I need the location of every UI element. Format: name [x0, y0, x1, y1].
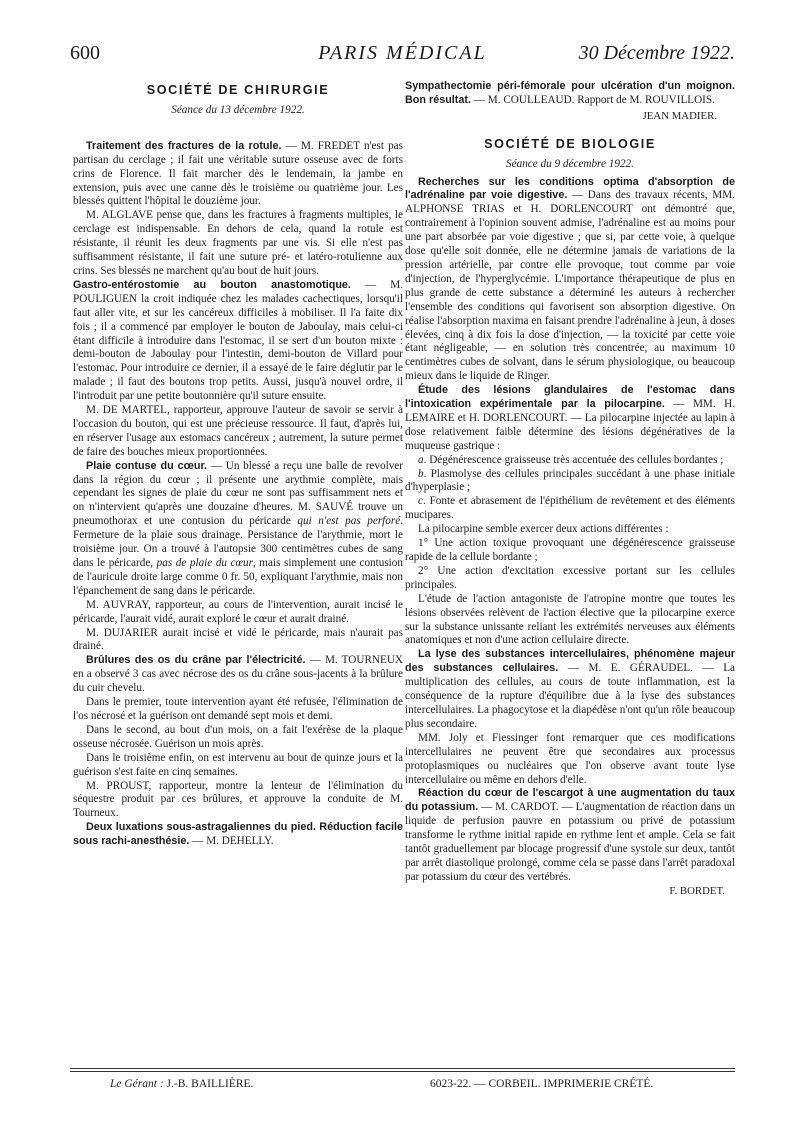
- list-text: . Plasmolyse des cellules principales succédant à une phase initiale d'hyperplasie ;: [405, 467, 735, 494]
- article-text: — Un blessé a reçu une balle de revolver dans la région du cœur ; il présente une arythmie complète, mais cependant les signes de plaie du cœur ne sont pas suffisamment nets et on n'intervient qu'après une douzaine d'heures. M. SAUVÉ trouve un pneumothorax et une contusion du péricarde: [73, 459, 403, 528]
- article-paragraph: M. PROUST, rapporteur, montre la lenteur de l'élimination du séquestre produit par ces brûlures, et approuve la conduite de M. Tourneux.: [73, 779, 403, 820]
- article-text: — M. POULIGUEN la croit indiquée chez les malades cachectiques, lorsqu'il faut aller vite, et sur les cancéreux difficiles à mobiliser. Il l'a faite dix fois ; il a commencé par employer le bouton de Jaboulay, mais celui-ci étant difficile à introduire dans l'estomac, il se sert d'un bouton mixte : demi-bouton de Jaboulay pour l'intestin, demi-bouton de Villard pour l'estomac. Pour introduire ce dernier, il a essayé de le faire déglutir par le malade ; il faut des boutons trop petits. Aussi, jusqu'à nouvel ordre, il l'introduit par une petite boutonnière qu'il suture ensuite.: [73, 278, 403, 403]
- session-date: Séance du 13 décembre 1922.: [171, 103, 305, 116]
- article-paragraph: [73, 140, 403, 210]
- article-text: — M. E. GÉRAUDEL. — La multiplication des cellules, au cours de toute inflammation, est la conséquence de la rupture d'équilibre due à la lyse des substances intercellulaires. La phagocytose et la diapédèse n'ont qu'un rôle beaucoup plus secondaire.: [405, 662, 735, 730]
- list-marker: c: [418, 495, 423, 508]
- article-paragraph: [405, 648, 735, 731]
- article-text: — M. DEHELLY.: [189, 835, 274, 848]
- page-header: [70, 42, 735, 68]
- article-title: Plaie contuse du cœur.: [86, 459, 208, 472]
- article-paragraph: [73, 654, 403, 696]
- article-paragraph: [73, 821, 403, 849]
- article-paragraph: MM. Joly et Fiessinger font remarquer que ces modifications intercellulaires ne peuvent être que secondaires aux processus protoplasmiques ou nucléaires que l'on observe avant toute lyse intercellulaire ou même en dehors d'elle.: [405, 731, 735, 786]
- article-paragraph: M. DE MARTEL, rapporteur, approuve l'auteur de savoir se servir à l'occasion du bouton, qui est une précieuse ressource. Il faut, d'après lui, en réserver l'usage aux estomacs cancéreux ; autrement, la suture permet de faire des bouches mieux proportionnées.: [73, 404, 403, 458]
- article-title: Traitement des fractures de la rotule.: [86, 139, 282, 152]
- society-heading-chirurgie: SOCIÉTÉ DE CHIRURGIE: [146, 83, 330, 97]
- article-paragraph: [405, 80, 735, 108]
- footer-rule: [70, 1068, 735, 1069]
- article-paragraph: [73, 279, 403, 404]
- article-text: — M. FREDET n'est pas partisan du cerclage ; il fait une véritable suture osseuse avec de forts crins de Florence. Il fait marcher dès le lendemain, la jambe en extension, puis avec une canne dès le troisième ou quatrième jour. Les blessés quittent l'hôpital le douzième jour.: [73, 139, 403, 208]
- article-text: — Dans des travaux récents, MM. ALPHONSE TRIAS et H. DORLENCOURT ont démontré que, contrairement à l'opinion souvent admise, l'adrénaline est au moins pour une part absorbée par voie digestive ; que si, par cette voie, à quelque dose qu'elle soit donnée, elle ne détermine jamais de variations de la pression artérielle, par contre elle provoque, tout comme par voie d'injection, de l'hyperglycémie. L'importance thérapeutique de plus en plus grande de cette substance a déterminé les auteurs à rechercher l'ensemble des conditions qui favorisent son absorption digestive. On réalise l'absorption maxima en faisant prendre l'adrénaline à jeun, à doses élevées, cinq à dix fois la dose d'injection, — la toxicité par cette voie étant négligeable, — en solution très concentrée, au maximum 10 centimètres cubes de solvant, dans le sérum physiologique, ou beaucoup mieux dans le liquide de Ringer.: [405, 189, 735, 383]
- article-paragraph: La pilocarpine semble exercer deux actions différentes :: [418, 523, 669, 536]
- article-title: Réaction du cœur de l'escargot à une augmentation du taux du potassium.: [405, 787, 735, 814]
- article-paragraph: 2° Une action d'excitation excessive portant sur les cellules principales.: [405, 564, 735, 591]
- article-paragraph: M. DUJARIER aurait incisé et vidé le péricarde, mais n'aurait pas drainé.: [73, 626, 403, 653]
- article-title: Recherches sur les conditions optima d'absorption de l'adrénaline par voie digestive.: [405, 175, 735, 202]
- article-paragraph: [405, 176, 735, 385]
- article-paragraph: Dans le premier, toute intervention ayant été refusée, l'élimination de l'os nécrosé et la guérison ont demandé sept mois et demi.: [73, 696, 403, 722]
- article-emphasis: pas de plaie du cœur: [156, 557, 253, 569]
- list-text: . Dégénérescence graisseuse très accentuée des cellules bordantes ;: [423, 453, 724, 466]
- gerant-name: J.-B. BAILLIÈRE.: [166, 1078, 254, 1090]
- article-title: Deux luxations sous-astragaliennes du pied. Réduction facile sous rachi-anesthésie.: [73, 821, 403, 848]
- article-paragraph: L'étude de l'action antagoniste de l'atropine montre que toutes les lésions observées relèvent de l'action élective que la pilocarpine exerce sur la substance unissante reliant les extrémités nerveuses aux éléments anatomiques et non d'une action cellulaire directe.: [405, 592, 735, 647]
- article-text: — MM. H. LEMAIRE et H. DORLENCOURT. — La pilocarpine injectée au lapin à dose relativement faible détermine des lésions dégénératives de la muqueuse gastrique :: [405, 398, 735, 452]
- article-title: Étude des lésions glandulaires de l'estomac dans l'intoxication expérimentale par la pilocarpine.: [405, 384, 735, 411]
- article-paragraph: M. ALGLAVE pense que, dans les fractures à fragments multiples, le cerclage est indispensable. En dehors de cela, quand la rotule est résistante, il réunit les deux fragments par une vis. Si elle n'est pas suffisamment résistante, il fait une suture pré- et latéro-rotulienne aux crins. Ses blessés ne marchent qu'au bout de huit jours.: [73, 209, 403, 277]
- journal-title: PARIS MÉDICAL: [318, 42, 487, 64]
- article-title: Sympathectomie péri-fémorale pour ulcération d'un moignon. Bon résultat.: [405, 80, 735, 106]
- list-item: [405, 495, 735, 523]
- article-text: — M. COULLEAUD. Rapport de M. ROUVILLOIS.: [471, 93, 715, 106]
- article-paragraph: M. AUVRAY, rapporteur, au cours de l'intervention, aurait incisé le péricarde, l'aurait vidé, aurait exploré le cœur et aurait drainé.: [73, 598, 403, 625]
- author-signature: JEAN MADIER.: [642, 109, 717, 122]
- left-column: [73, 80, 403, 849]
- footer-gerant: [110, 1078, 253, 1090]
- right-column: [405, 80, 735, 899]
- list-item: [405, 454, 735, 468]
- article-text: , mais simplement une contusion de l'auricule droite large comme 0 fr. 50, expliquant l'arythmie, mais non l'épanchement de sang dans le péricarde.: [73, 557, 403, 597]
- article-title: Brûlures des os du crâne par l'électricité.: [86, 654, 306, 667]
- footer-printer: 6023-22. — CORBEIL. IMPRIMERIE CRÉTÉ.: [430, 1078, 654, 1090]
- society-heading-biologie: SOCIÉTÉ DE BIOLOGIE: [484, 136, 656, 151]
- footer-rule: [70, 1071, 735, 1072]
- article-paragraph: [405, 384, 735, 454]
- article-paragraph: Dans le troisième enfin, on est intervenu au bout de quinze jours et la guérison s'est faite en cinq semaines.: [73, 751, 403, 778]
- list-text: . Fonte et abrasement de l'épithélium de revêtement et des éléments mucipares.: [405, 495, 735, 522]
- list-marker: a: [418, 453, 424, 466]
- article-text: . Fermeture de la plaie sous drainage. Persistance de l'arythmie, mort le troisième jour. On a trouvé à l'autopsie 300 centimètres cubes de sang dans le péricarde,: [73, 515, 403, 569]
- article-paragraph: [405, 787, 735, 884]
- list-item: [405, 468, 735, 496]
- article-paragraph: [73, 460, 403, 599]
- article-text: — M. TOURNEUX en a observé 3 cas avec nécrose des os du crâne sous-jacents à la brûlure du cuir chevelu.: [73, 654, 403, 695]
- session-date: Séance du 9 décembre 1922.: [506, 157, 634, 170]
- article-paragraph: Dans le second, au bout d'un mois, on a fait l'exérèse de la plaque osseuse nécrosée. Guérison un mois après.: [73, 723, 403, 750]
- article-paragraph: 1° Une action toxique provoquant une dégénérescence graisseuse rapide de la cellule bordante ;: [405, 537, 735, 563]
- article-title: Gastro-entérostomie au bouton anastomotique.: [73, 278, 351, 291]
- article-title: La lyse des substances intercellulaires, phénomène majeur des substances cellulaires.: [405, 648, 735, 675]
- list-marker: b: [418, 467, 424, 480]
- page-number: 600: [70, 42, 100, 64]
- article-text: — M. CARDOT. — L'augmentation de réaction dans un liquide de perfusion pauvre en potassium ou privé de potassium transforme le rythme initial rapide en rythme lent et ample. Cela se fait tantôt graduellement par blocage progressif d'une systole sur deux, tantôt par arrêt diastolique prolongé, comme cela se passe dans l'arrêt paradoxal par potassium du cœur des vertébrés.: [405, 801, 736, 883]
- gerant-label: Le Gérant :: [110, 1078, 164, 1090]
- author-signature: F. BORDET.: [669, 884, 725, 897]
- article-emphasis: qui n'est pas perforé: [297, 515, 401, 528]
- issue-date: 30 Décembre 1922.: [578, 42, 735, 64]
